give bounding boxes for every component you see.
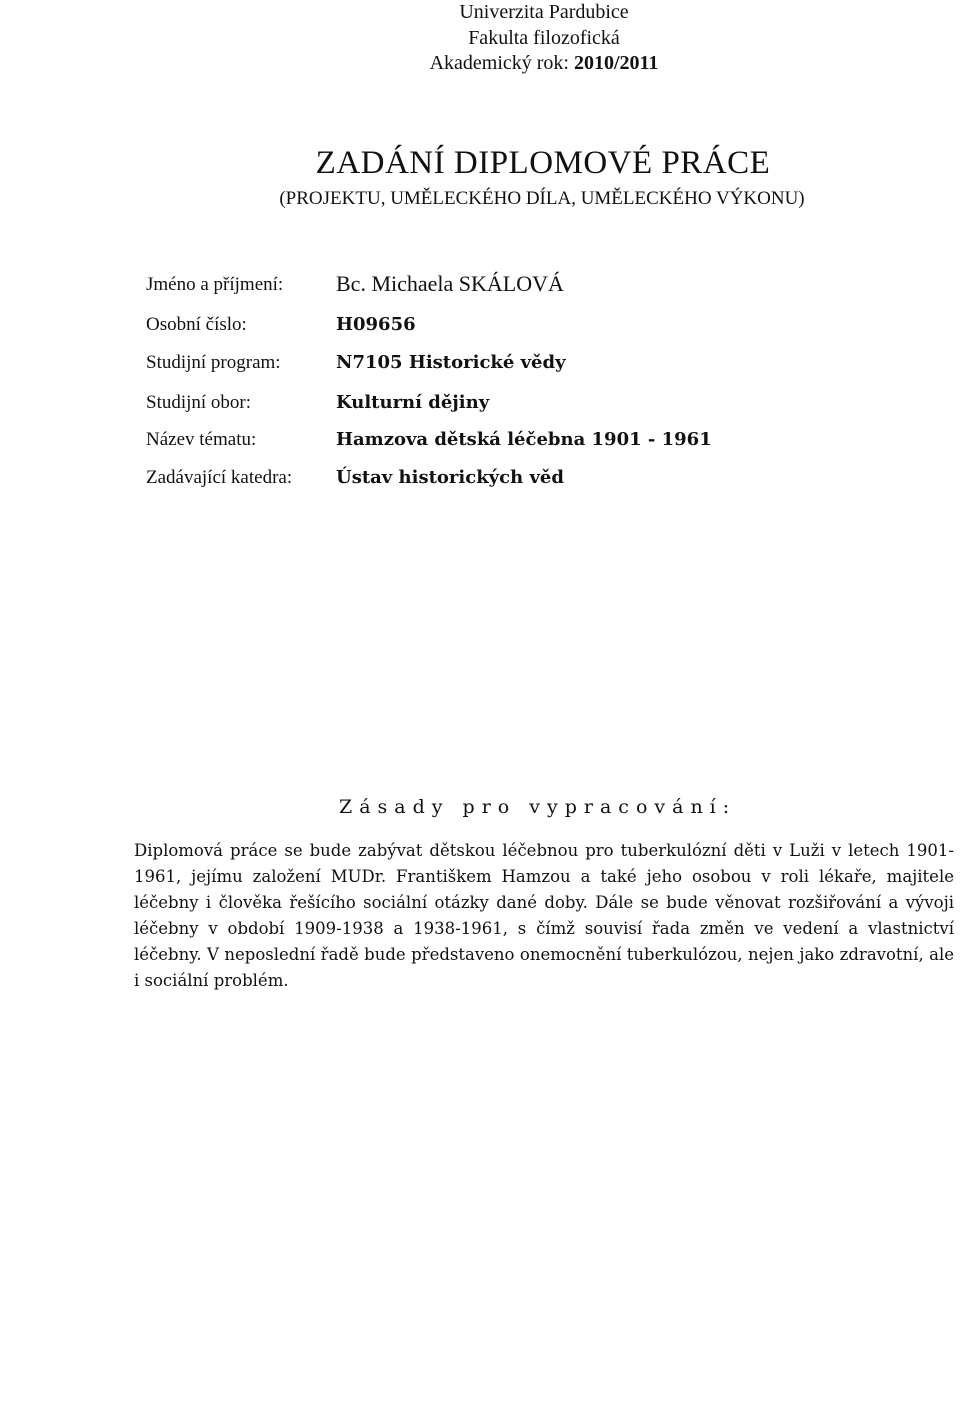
field-label-personal-number: Osobní číslo: bbox=[146, 314, 247, 335]
student-info bbox=[0, 0, 960, 520]
field-value-topic: Hamzova dětská léčebna 1901 - 1961 bbox=[336, 429, 712, 450]
university-name: Univerzita Pardubice bbox=[459, 1, 629, 23]
academic-year-value: 2010/2011 bbox=[573, 52, 659, 74]
field-label-name: Jméno a příjmení: bbox=[146, 274, 284, 295]
field-value-study-field: Kulturní dějiny bbox=[336, 392, 490, 413]
field-value-personal-number: H09656 bbox=[336, 314, 416, 335]
field-label-topic: Název tématu: bbox=[146, 429, 257, 450]
field-label-department: Zadávající katedra: bbox=[146, 467, 293, 488]
academic-year-label: Akademický rok: bbox=[429, 52, 569, 74]
field-value-name: Bc. Michaela SKÁLOVÁ bbox=[336, 271, 564, 296]
principles-text: Diplomová práce se bude zabývat dětskou léčebnou pro tuberkulózní děti v Luži v letech 1901-1961, jejímu založení MUDr. Františkem Hamzou a také jeho osobou v roli lékaře, majitele léčebny i člověka řešícího sociální otázky dané doby. Dále se bude věnovat rozšiřování a vývoji léčebny v období 1909-1938 a 1938-1961, s čímž souvisí řada změn ve vedení a vlastnictví léčebny. V neposlední řadě bude představeno onemocnění tuberkulózou, nejen jako zdravotní, ale i sociální problém. bbox=[134, 841, 954, 990]
document-subtitle: (PROJEKTU, UMĚLECKÉHO DÍLA, UMĚLECKÉHO VÝKONU) bbox=[279, 188, 805, 209]
field-value-department: Ústav historických věd bbox=[336, 467, 564, 488]
field-value-study-program: N7105 Historické vědy bbox=[336, 352, 566, 373]
faculty-name: Fakulta filozofická bbox=[468, 27, 620, 49]
field-label-study-field: Studijní obor: bbox=[146, 392, 252, 413]
field-label-study-program: Studijní program: bbox=[146, 352, 281, 373]
document-title: ZADÁNÍ DIPLOMOVÉ PRÁCE bbox=[315, 145, 771, 181]
principles-heading: Zásady pro vypracování: bbox=[339, 796, 737, 818]
